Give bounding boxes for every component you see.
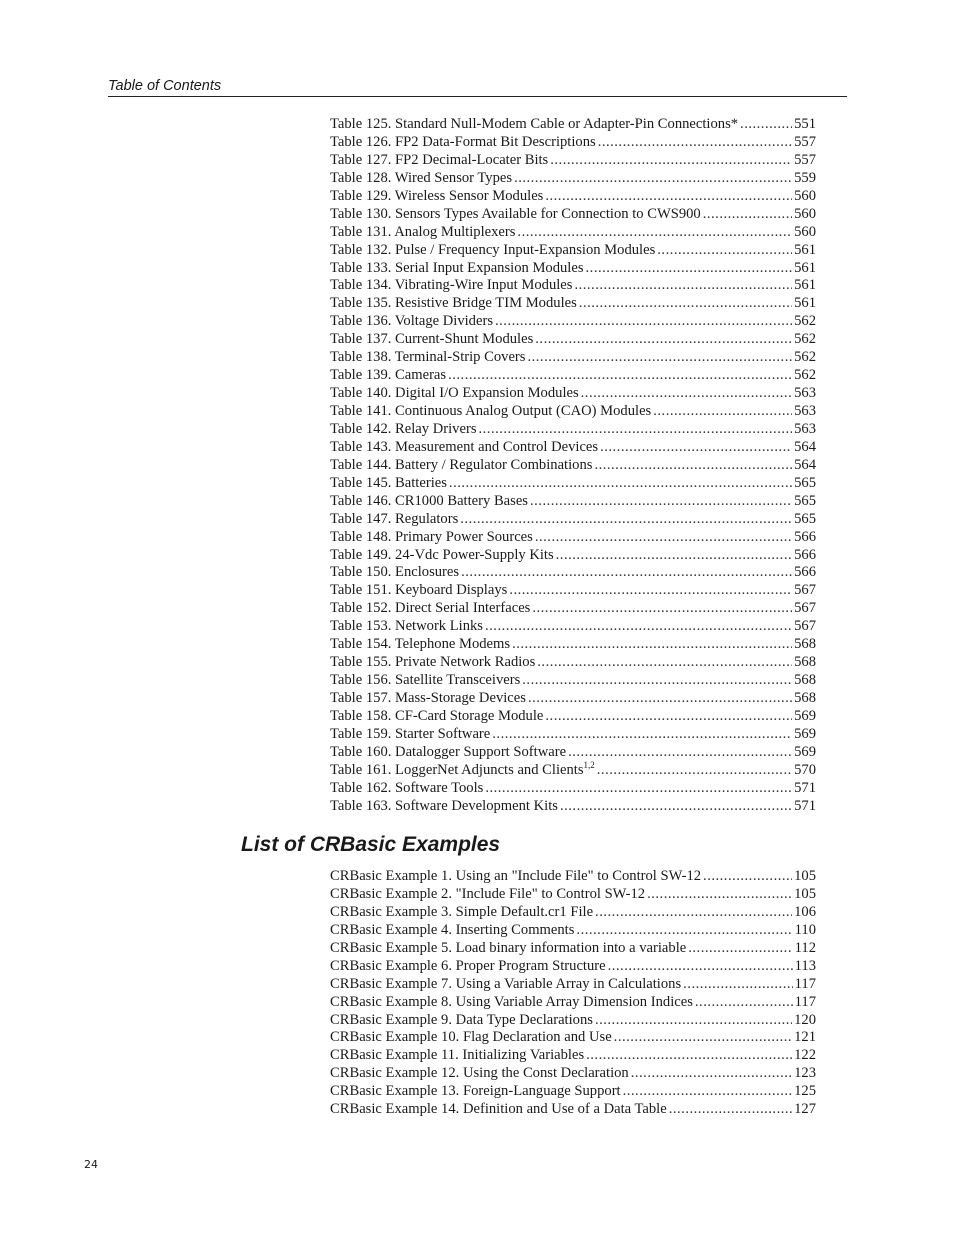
dot-leader [608, 958, 793, 976]
toc-entry-table[interactable] [330, 206, 816, 224]
dot-leader [448, 367, 792, 385]
entry-title-text: Table 128. Wired Sensor Types [330, 169, 513, 186]
entry-title-text: Table 162. Software Tools [330, 779, 484, 796]
dot-leader [537, 654, 792, 672]
toc-entry-example[interactable] [330, 1083, 816, 1101]
dot-leader [495, 313, 792, 331]
dot-leader [614, 1029, 792, 1047]
entry-page-number: 117 [794, 975, 816, 992]
dot-leader [688, 940, 792, 958]
dot-leader [545, 708, 792, 726]
entry-title-text: Table 131. Analog Multiplexers [330, 223, 516, 240]
entry-title [330, 922, 574, 940]
entry-title [330, 152, 548, 170]
entry-title-text: Table 139. Cameras [330, 367, 447, 384]
dot-leader [512, 636, 792, 654]
entry-title-text: Table 156. Satellite Transceivers [330, 672, 521, 689]
toc-entry-example[interactable] [330, 976, 816, 994]
toc-entry-table[interactable] [330, 564, 816, 582]
entry-title-text: Table 150. Enclosures [330, 564, 460, 581]
dot-leader [545, 188, 792, 206]
entry-title-text: Table 135. Resistive Bridge TIM Modules [330, 295, 577, 312]
entry-title-text: Table 138. Terminal-Strip Covers [330, 349, 526, 366]
entry-title [330, 206, 701, 224]
entry-page-number: 557 [794, 151, 816, 168]
dot-leader [647, 886, 792, 904]
entry-title [330, 994, 693, 1012]
dot-leader [528, 690, 792, 708]
entry-title [330, 744, 566, 762]
entry-title-text: CRBasic Example 4. Inserting Comments [330, 921, 575, 938]
toc-entry-table[interactable] [330, 277, 816, 295]
entry-page-number: 564 [794, 456, 816, 473]
entry-title-text: Table 130. Sensors Types Available for Connection to CWS900 [330, 205, 701, 222]
entry-page-number: 560 [794, 187, 816, 204]
dot-leader [461, 564, 792, 582]
entry-title [330, 367, 446, 385]
entry-title [330, 331, 533, 349]
dot-leader [449, 475, 792, 493]
entry-title [330, 1047, 584, 1065]
toc-entry-table[interactable] [330, 349, 816, 367]
entry-title-text: Table 157. Mass-Storage Devices [330, 690, 526, 706]
toc-entry-table[interactable] [330, 529, 816, 547]
entry-title-text: CRBasic Example 14. Definition and Use of a Data Table [330, 1101, 667, 1118]
entry-page-number: 560 [794, 205, 816, 222]
entry-page-number: 110 [794, 921, 816, 938]
entry-title-text: Table 134. Vibrating-Wire Input Modules [330, 277, 573, 294]
entry-title-text: Table 144. Battery / Regulator Combinations [330, 456, 593, 473]
entry-page-number: 561 [794, 277, 816, 294]
entry-page-number: 562 [794, 313, 816, 330]
toc-entry-example[interactable] [330, 1065, 816, 1083]
dot-leader [568, 744, 792, 762]
entry-title [330, 493, 528, 511]
entry-title [330, 654, 535, 672]
entry-title [330, 780, 483, 798]
toc-entry-table[interactable] [330, 188, 816, 206]
dot-leader [581, 385, 792, 403]
dot-leader [653, 403, 792, 421]
toc-entry-table[interactable] [330, 134, 816, 152]
entry-title [330, 726, 490, 744]
dot-leader [527, 349, 792, 367]
toc-entry-table[interactable] [330, 116, 816, 134]
entry-title [330, 940, 686, 958]
dot-leader [560, 798, 792, 816]
toc-entry-example[interactable] [330, 1047, 816, 1065]
entry-page-number: 571 [794, 797, 816, 814]
entry-title-text: Table 152. Direct Serial Interfaces [330, 600, 531, 617]
toc-entry-table[interactable] [330, 367, 816, 385]
page-number: 24 [84, 1158, 98, 1171]
dot-leader [522, 672, 792, 690]
entry-title-text: Table 141. Continuous Analog Output (CAO) Modules [330, 403, 652, 419]
entry-title [330, 511, 458, 529]
entry-title-text: Table 142. Relay Drivers [330, 420, 477, 437]
entry-page-number: 117 [794, 993, 816, 1010]
entry-title-text: Table 153. Network Links [330, 618, 483, 635]
entry-title-text: CRBasic Example 9. Data Type Declarations [330, 1011, 593, 1028]
toc-entry-example[interactable] [330, 1101, 816, 1119]
entry-title [330, 349, 525, 367]
entry-page-number: 563 [794, 403, 816, 419]
dot-leader [550, 152, 792, 170]
toc-entry-table[interactable] [330, 295, 816, 313]
entry-page-number: 551 [794, 116, 816, 132]
entry-page-number: 567 [794, 582, 816, 599]
entry-title [330, 868, 701, 886]
dot-leader [517, 224, 792, 242]
dot-leader [669, 1101, 792, 1119]
toc-entry-table[interactable] [330, 759, 816, 780]
entry-title [330, 116, 738, 134]
dot-leader [535, 529, 792, 547]
dot-leader [485, 618, 792, 636]
toc-entry-example[interactable] [330, 994, 816, 1012]
entry-title [330, 600, 530, 618]
entry-page-number: 567 [794, 618, 816, 635]
entry-page-number: 562 [794, 331, 816, 348]
dot-leader [479, 421, 793, 439]
entry-page-number: 565 [794, 510, 816, 527]
entry-page-number: 561 [794, 295, 816, 312]
entry-page-number: 568 [794, 654, 816, 671]
entry-title-text: CRBasic Example 7. Using a Variable Array in Calculations [330, 975, 682, 992]
entry-title-text: CRBasic Example 11. Initializing Variables [330, 1047, 585, 1064]
entry-title-text: Table 129. Wireless Sensor Modules [330, 187, 544, 204]
toc-entry-table[interactable] [330, 744, 816, 762]
dot-leader [631, 1065, 792, 1083]
toc-entry-table[interactable] [330, 690, 816, 708]
entry-title-text: Table 159. Starter Software [330, 725, 491, 742]
dot-leader [598, 134, 792, 152]
dot-leader [460, 511, 792, 529]
dot-leader [703, 868, 792, 886]
dot-leader [586, 260, 793, 278]
toc-entry-table[interactable] [330, 654, 816, 672]
entry-page-number: 105 [794, 868, 816, 884]
entry-page-number: 565 [794, 474, 816, 491]
entry-title-text: CRBasic Example 3. Simple Default.cr1 File [330, 903, 594, 920]
entry-title-text: Table 151. Keyboard Displays [330, 582, 508, 599]
entry-page-number: 565 [794, 492, 816, 509]
toc-entry-table[interactable] [330, 331, 816, 349]
entry-page-number: 561 [794, 259, 816, 276]
dot-leader [576, 922, 792, 940]
entry-title-text: CRBasic Example 6. Proper Program Structure [330, 957, 606, 974]
entry-page-number: 568 [794, 690, 816, 706]
entry-title [330, 188, 543, 206]
entry-title [330, 1083, 621, 1101]
entry-page-number: 569 [794, 707, 816, 724]
toc-entry-example[interactable] [330, 868, 816, 886]
entry-title-text: Table 161. LoggerNet Adjuncts and Clients [330, 761, 584, 778]
entry-title-text: Table 146. CR1000 Battery Bases [330, 492, 528, 509]
entry-title-text: Table 158. CF-Card Storage Module [330, 707, 544, 724]
entry-page-number: 564 [794, 438, 816, 455]
toc-entry-table[interactable] [330, 582, 816, 600]
entry-title [330, 886, 645, 904]
dot-leader [600, 439, 792, 457]
entry-page-number: 106 [794, 903, 816, 920]
entry-title-text: Table 127. FP2 Decimal-Locater Bits [330, 151, 549, 168]
entry-title-text: CRBasic Example 2. "Include File" to Control SW-12 [330, 885, 646, 902]
entry-title-text: CRBasic Example 1. Using an "Include File" to Control SW-12 [330, 868, 702, 884]
entry-title [330, 1065, 629, 1083]
entry-title-text: Table 148. Primary Power Sources [330, 528, 533, 545]
entry-title-text: CRBasic Example 5. Load binary information into a variable [330, 939, 687, 956]
entry-title [330, 224, 515, 242]
dot-leader [595, 1012, 792, 1030]
entry-page-number: 570 [794, 761, 816, 778]
entry-title-text: Table 125. Standard Null-Modem Cable or Adapter-Pin Connections* [330, 116, 739, 132]
toc-entry-table[interactable] [330, 170, 816, 188]
entry-page-number: 566 [794, 546, 816, 563]
entry-title-text: Table 147. Regulators [330, 510, 459, 527]
toc-entry-example[interactable] [330, 940, 816, 958]
dot-leader [509, 582, 792, 600]
entry-page-number: 560 [794, 223, 816, 240]
toc-entry-table[interactable] [330, 385, 816, 403]
entry-page-number: 566 [794, 564, 816, 581]
entry-title-text: Table 140. Digital I/O Expansion Modules [330, 385, 579, 402]
entry-title [330, 759, 595, 780]
entry-title [330, 1012, 593, 1030]
toc-entry-table[interactable] [330, 457, 816, 475]
entry-title [330, 672, 520, 690]
toc-entry-table[interactable] [330, 636, 816, 654]
toc-entry-table[interactable] [330, 224, 816, 242]
entry-title [330, 904, 593, 922]
entry-title [330, 313, 493, 331]
entry-title-text: CRBasic Example 10. Flag Declaration and Use [330, 1029, 612, 1046]
entry-title-text: Table 145. Batteries [330, 474, 447, 491]
toc-entry-table[interactable] [330, 475, 816, 493]
entry-title-text: Table 136. Voltage Dividers [330, 313, 493, 330]
entry-title [330, 421, 477, 439]
dot-leader [579, 295, 792, 313]
toc-entry-table[interactable] [330, 152, 816, 170]
dot-leader [530, 493, 792, 511]
entry-title-text: Table 160. Datalogger Support Software [330, 743, 567, 760]
dot-leader [532, 600, 792, 618]
entry-title-text: Table 149. 24-Vdc Power-Supply Kits [330, 546, 554, 563]
dot-leader [657, 242, 792, 260]
running-header [108, 76, 847, 97]
entry-title [330, 582, 507, 600]
toc-entry-table[interactable] [330, 313, 816, 331]
toc-entry-table[interactable] [330, 726, 816, 744]
entry-title [330, 636, 510, 654]
entry-title [330, 170, 512, 188]
entry-title-text: CRBasic Example 8. Using Variable Array Dimension Indices [330, 993, 693, 1010]
toc-entry-example[interactable] [330, 886, 816, 904]
toc-entry-table[interactable] [330, 672, 816, 690]
entry-page-number: 562 [794, 349, 816, 366]
dot-leader [695, 994, 793, 1012]
entry-page-number: 566 [794, 528, 816, 545]
entry-title [330, 403, 651, 421]
toc-entry-table[interactable] [330, 798, 816, 816]
entry-title [330, 457, 592, 475]
entry-title-text: Table 133. Serial Input Expansion Modules [330, 259, 584, 276]
entry-title [330, 1029, 612, 1047]
list-of-tables [330, 116, 816, 816]
toc-entry-table[interactable] [330, 421, 816, 439]
toc-entry-table[interactable] [330, 780, 816, 798]
toc-entry-example[interactable] [330, 1012, 816, 1030]
entry-title-text: CRBasic Example 13. Foreign-Language Support [330, 1083, 621, 1100]
toc-entry-table[interactable] [330, 600, 816, 618]
entry-title [330, 547, 554, 565]
entry-title [330, 976, 681, 994]
entry-title [330, 134, 596, 152]
dot-leader [683, 976, 793, 994]
entry-title [330, 618, 483, 636]
entry-title [330, 1101, 667, 1119]
entry-page-number: 563 [794, 385, 816, 402]
entry-page-number: 121 [794, 1029, 816, 1046]
dot-leader [594, 457, 792, 475]
dot-leader [574, 277, 792, 295]
entry-page-number: 568 [794, 672, 816, 689]
entry-page-number: 112 [794, 939, 816, 956]
toc-entry-example[interactable] [330, 922, 816, 940]
entry-page-number: 563 [794, 420, 816, 437]
entry-page-number: 113 [794, 957, 816, 974]
entry-title [330, 958, 606, 976]
entry-page-number: 120 [794, 1011, 816, 1028]
toc-entry-table[interactable] [330, 403, 816, 421]
entry-title-text: CRBasic Example 12. Using the Const Declaration [330, 1065, 629, 1082]
dot-leader [556, 547, 792, 565]
dot-leader [703, 206, 792, 224]
entry-title [330, 708, 543, 726]
entry-title [330, 385, 579, 403]
entry-title [330, 690, 526, 708]
toc-entry-table[interactable] [330, 439, 816, 457]
entry-page-number: 122 [794, 1047, 816, 1064]
entry-title-text: Table 154. Telephone Modems [330, 636, 511, 653]
entry-title-text: Table 132. Pulse / Frequency Input-Expansion Modules [330, 241, 656, 258]
entry-page-number: 561 [794, 241, 816, 258]
toc-entry-table[interactable] [330, 618, 816, 636]
entry-page-number: 569 [794, 725, 816, 742]
toc-entry-example[interactable] [330, 904, 816, 922]
entry-title-text: Table 155. Private Network Radios [330, 654, 536, 671]
entry-title-text: Table 137. Current-Shunt Modules [330, 331, 534, 348]
entry-superscript: 1,2 [583, 759, 595, 770]
entry-page-number: 568 [794, 636, 816, 653]
entry-title-text: Table 126. FP2 Data-Format Bit Descriptions [330, 133, 596, 150]
entry-title-text: Table 143. Measurement and Control Devices [330, 438, 599, 455]
dot-leader [623, 1083, 793, 1101]
entry-title [330, 439, 598, 457]
dot-leader [740, 116, 792, 134]
entry-page-number: 123 [794, 1065, 816, 1082]
entry-page-number: 557 [794, 133, 816, 150]
dot-leader [485, 780, 792, 798]
entry-page-number: 125 [794, 1083, 816, 1100]
list-of-crbasic-examples [330, 868, 816, 1119]
dot-leader [535, 331, 792, 349]
toc-entry-table[interactable] [330, 511, 816, 529]
entry-title [330, 295, 577, 313]
entry-page-number: 105 [794, 885, 816, 902]
entry-title [330, 529, 533, 547]
entry-title [330, 475, 447, 493]
entry-page-number: 567 [794, 600, 816, 617]
entry-title-text: Table 163. Software Development Kits [330, 797, 558, 814]
toc-entry-table[interactable] [330, 260, 816, 278]
dot-leader [597, 762, 792, 780]
dot-leader [595, 904, 792, 922]
toc-entry-example[interactable] [330, 958, 816, 976]
entry-page-number: 569 [794, 743, 816, 760]
section-heading-crbasic-examples: List of CRBasic Examples [241, 833, 501, 856]
entry-page-number: 559 [794, 169, 816, 186]
entry-page-number: 127 [794, 1101, 816, 1118]
dot-leader [514, 170, 792, 188]
toc-entry-table[interactable] [330, 547, 816, 565]
toc-entry-table[interactable] [330, 242, 816, 260]
entry-title [330, 564, 459, 582]
dot-leader [586, 1047, 792, 1065]
dot-leader [492, 726, 792, 744]
running-header-title: Table of Contents [108, 78, 222, 94]
entry-page-number: 562 [794, 367, 816, 384]
entry-page-number: 571 [794, 779, 816, 796]
entry-title [330, 798, 558, 816]
entry-title [330, 242, 655, 260]
toc-entry-example[interactable] [330, 1029, 816, 1047]
entry-title [330, 277, 572, 295]
toc-entry-table[interactable] [330, 708, 816, 726]
entry-title [330, 260, 584, 278]
toc-entry-table[interactable] [330, 493, 816, 511]
